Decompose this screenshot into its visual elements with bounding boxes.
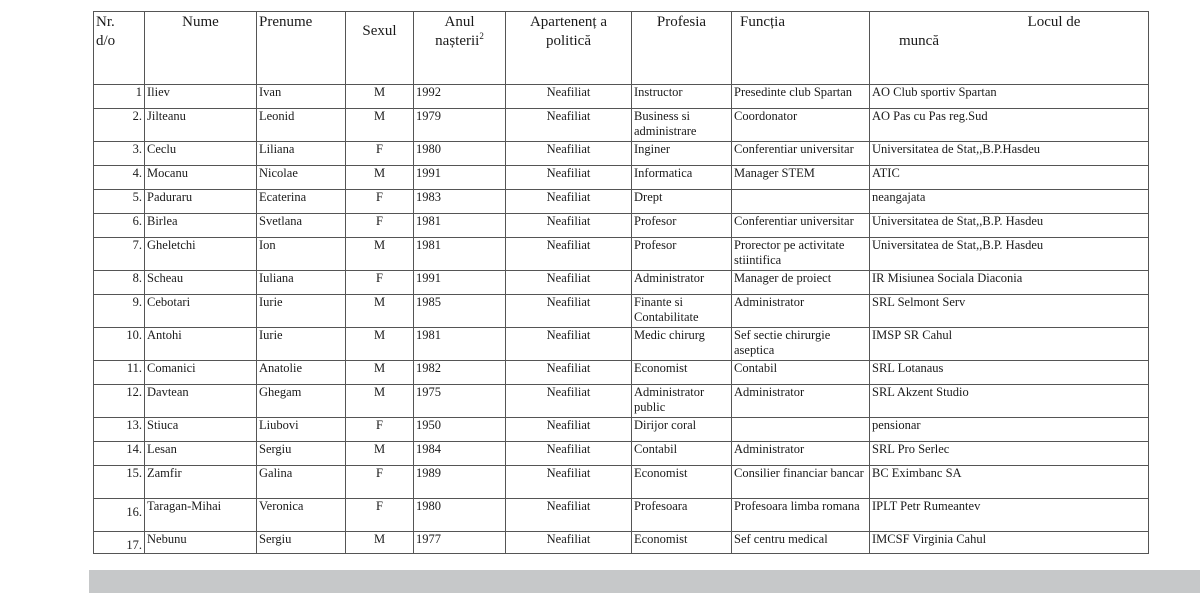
cell-prenume: Liliana bbox=[257, 142, 346, 166]
cell-prenume: Sergiu bbox=[257, 442, 346, 466]
cell-nr: 17. bbox=[94, 532, 145, 554]
cell-nr: 1 bbox=[94, 85, 145, 109]
cell-profesia: Profesor bbox=[632, 214, 732, 238]
cell-nume: Lesan bbox=[145, 442, 257, 466]
cell-profesia: Economist bbox=[632, 532, 732, 554]
cell-profesia: Administrator bbox=[632, 271, 732, 295]
cell-an: 1950 bbox=[414, 418, 506, 442]
cell-nume: Ceclu bbox=[145, 142, 257, 166]
cell-prenume: Anatolie bbox=[257, 361, 346, 385]
cell-nume: Jilteanu bbox=[145, 109, 257, 142]
col-header-apartenenta: Apartenenț a politică bbox=[506, 12, 632, 85]
cell-profesia: Dirijor coral bbox=[632, 418, 732, 442]
cell-locul: Universitatea de Stat,,B.P. Hasdeu bbox=[870, 214, 1149, 238]
table-row bbox=[94, 271, 1149, 295]
cell-nr: 14. bbox=[94, 442, 145, 466]
col-header-nume: Nume bbox=[145, 12, 257, 85]
cell-nr: 10. bbox=[94, 328, 145, 361]
cell-sex: F bbox=[346, 214, 414, 238]
cell-nume: Taragan-Mihai bbox=[145, 499, 257, 532]
cell-an: 1981 bbox=[414, 328, 506, 361]
cell-nume: Mocanu bbox=[145, 166, 257, 190]
cell-functia bbox=[732, 190, 870, 214]
cell-locul: Universitatea de Stat,,B.P. Hasdeu bbox=[870, 238, 1149, 271]
header-row bbox=[94, 12, 1149, 85]
table-row bbox=[94, 238, 1149, 271]
cell-functia: Sef centru medical bbox=[732, 532, 870, 554]
cell-sex: M bbox=[346, 109, 414, 142]
cell-functia: Manager de proiect bbox=[732, 271, 870, 295]
cell-locul: Universitatea de Stat,,B.P.Hasdeu bbox=[870, 142, 1149, 166]
cell-profesia: Finante si Contabilitate bbox=[632, 295, 732, 328]
cell-apartenenta: Neafiliat bbox=[506, 385, 632, 418]
cell-sex: M bbox=[346, 166, 414, 190]
col-header-prenume: Prenume bbox=[257, 12, 346, 85]
cell-functia: Administrator bbox=[732, 295, 870, 328]
cell-nr: 2. bbox=[94, 109, 145, 142]
cell-nume: Paduraru bbox=[145, 190, 257, 214]
cell-locul: AO Pas cu Pas reg.Sud bbox=[870, 109, 1149, 142]
cell-functia: Manager STEM bbox=[732, 166, 870, 190]
cell-locul: AO Club sportiv Spartan bbox=[870, 85, 1149, 109]
cell-nr: 3. bbox=[94, 142, 145, 166]
cell-sex: M bbox=[346, 442, 414, 466]
cell-locul: pensionar bbox=[870, 418, 1149, 442]
cell-nume: Zamfir bbox=[145, 466, 257, 499]
cell-apartenenta: Neafiliat bbox=[506, 361, 632, 385]
table-row bbox=[94, 85, 1149, 109]
cell-nume: Scheau bbox=[145, 271, 257, 295]
table-row bbox=[94, 214, 1149, 238]
table-row bbox=[94, 328, 1149, 361]
cell-an: 1980 bbox=[414, 499, 506, 532]
cell-an: 1980 bbox=[414, 142, 506, 166]
cell-an: 1979 bbox=[414, 109, 506, 142]
col-header-anul: Anul nașterii$^2$ bbox=[414, 12, 506, 85]
cell-functia: Contabil bbox=[732, 361, 870, 385]
cell-nume: Birlea bbox=[145, 214, 257, 238]
cell-sex: F bbox=[346, 190, 414, 214]
cell-an: 1982 bbox=[414, 361, 506, 385]
cell-locul: SRL Selmont Serv bbox=[870, 295, 1149, 328]
cell-nume: Iliev bbox=[145, 85, 257, 109]
cell-an: 1981 bbox=[414, 214, 506, 238]
cell-nr: 7. bbox=[94, 238, 145, 271]
cell-functia: Consilier financiar bancar bbox=[732, 466, 870, 499]
cell-nume: Davtean bbox=[145, 385, 257, 418]
cell-profesia: Inginer bbox=[632, 142, 732, 166]
cell-an: 1983 bbox=[414, 190, 506, 214]
cell-functia: Sef sectie chirurgie aseptica bbox=[732, 328, 870, 361]
cell-locul: IPLT Petr Rumeantev bbox=[870, 499, 1149, 532]
cell-sex: F bbox=[346, 499, 414, 532]
cell-sex: M bbox=[346, 385, 414, 418]
cell-prenume: Sergiu bbox=[257, 532, 346, 554]
col-header-locul: Locul de muncă bbox=[870, 12, 1149, 85]
cell-nr: 11. bbox=[94, 361, 145, 385]
cell-profesia: Instructor bbox=[632, 85, 732, 109]
cell-apartenenta: Neafiliat bbox=[506, 166, 632, 190]
table-row bbox=[94, 418, 1149, 442]
cell-functia: Administrator bbox=[732, 442, 870, 466]
cell-profesia: Profesor bbox=[632, 238, 732, 271]
table-row bbox=[94, 166, 1149, 190]
cell-functia: Conferentiar universitar bbox=[732, 142, 870, 166]
cell-apartenenta: Neafiliat bbox=[506, 109, 632, 142]
col-header-profesia: Profesia bbox=[632, 12, 732, 85]
col-header-nr: Nr. d/o bbox=[94, 12, 145, 85]
cell-an: 1984 bbox=[414, 442, 506, 466]
cell-apartenenta: Neafiliat bbox=[506, 499, 632, 532]
cell-prenume: Ecaterina bbox=[257, 190, 346, 214]
cell-locul: IMCSF Virginia Cahul bbox=[870, 532, 1149, 554]
cell-profesia: Business si administrare bbox=[632, 109, 732, 142]
cell-locul: BC Eximbanc SA bbox=[870, 466, 1149, 499]
cell-sex: F bbox=[346, 418, 414, 442]
table-row bbox=[94, 442, 1149, 466]
cell-profesia: Economist bbox=[632, 361, 732, 385]
cell-functia: Administrator bbox=[732, 385, 870, 418]
table-row bbox=[94, 532, 1149, 554]
cell-nume: Cebotari bbox=[145, 295, 257, 328]
cell-apartenenta: Neafiliat bbox=[506, 214, 632, 238]
cell-sex: M bbox=[346, 295, 414, 328]
cell-profesia: Contabil bbox=[632, 442, 732, 466]
cell-locul: SRL Akzent Studio bbox=[870, 385, 1149, 418]
cell-functia: Conferentiar universitar bbox=[732, 214, 870, 238]
cell-apartenenta: Neafiliat bbox=[506, 85, 632, 109]
cell-nr: 12. bbox=[94, 385, 145, 418]
footnote-marker: 2 bbox=[479, 31, 484, 41]
cell-prenume: Iurie bbox=[257, 328, 346, 361]
cell-nr: 6. bbox=[94, 214, 145, 238]
cell-sex: M bbox=[346, 238, 414, 271]
cell-an: 1985 bbox=[414, 295, 506, 328]
cell-sex: F bbox=[346, 466, 414, 499]
cell-locul: ATIC bbox=[870, 166, 1149, 190]
table-row bbox=[94, 385, 1149, 418]
cell-nume: Stiuca bbox=[145, 418, 257, 442]
cell-prenume: Ivan bbox=[257, 85, 346, 109]
cell-nr: 15. bbox=[94, 466, 145, 499]
cell-sex: F bbox=[346, 271, 414, 295]
cell-an: 1989 bbox=[414, 466, 506, 499]
cell-functia: Coordonator bbox=[732, 109, 870, 142]
cell-profesia: Medic chirurg bbox=[632, 328, 732, 361]
cell-an: 1992 bbox=[414, 85, 506, 109]
cell-locul: neangajata bbox=[870, 190, 1149, 214]
cell-functia bbox=[732, 418, 870, 442]
cell-profesia: Profesoara bbox=[632, 499, 732, 532]
cell-nr: 5. bbox=[94, 190, 145, 214]
cell-apartenenta: Neafiliat bbox=[506, 238, 632, 271]
cell-sex: F bbox=[346, 142, 414, 166]
table-body bbox=[94, 85, 1149, 554]
cell-locul: IR Misiunea Sociala Diaconia bbox=[870, 271, 1149, 295]
cell-nr: 4. bbox=[94, 166, 145, 190]
cell-apartenenta: Neafiliat bbox=[506, 442, 632, 466]
cell-an: 1991 bbox=[414, 166, 506, 190]
cell-nr: 16. bbox=[94, 499, 145, 532]
cell-profesia: Drept bbox=[632, 190, 732, 214]
cell-nr: 9. bbox=[94, 295, 145, 328]
cell-an: 1977 bbox=[414, 532, 506, 554]
cell-nume: Comanici bbox=[145, 361, 257, 385]
cell-locul: SRL Lotanaus bbox=[870, 361, 1149, 385]
cell-functia: Profesoara limba romana bbox=[732, 499, 870, 532]
cell-prenume: Nicolae bbox=[257, 166, 346, 190]
table-row bbox=[94, 295, 1149, 328]
cell-apartenenta: Neafiliat bbox=[506, 295, 632, 328]
cell-functia: Prorector pe activitate stiintifica bbox=[732, 238, 870, 271]
cell-nr: 13. bbox=[94, 418, 145, 442]
table-row bbox=[94, 466, 1149, 499]
table-row bbox=[94, 499, 1149, 532]
cell-apartenenta: Neafiliat bbox=[506, 328, 632, 361]
cell-profesia: Informatica bbox=[632, 166, 732, 190]
cell-profesia: Economist bbox=[632, 466, 732, 499]
candidates-table bbox=[93, 11, 1149, 554]
cell-sex: M bbox=[346, 85, 414, 109]
cell-prenume: Ion bbox=[257, 238, 346, 271]
cell-nr: 8. bbox=[94, 271, 145, 295]
col-header-functia: Funcția bbox=[732, 12, 870, 85]
cell-an: 1981 bbox=[414, 238, 506, 271]
cell-locul: SRL Pro Serlec bbox=[870, 442, 1149, 466]
bottom-gray-bar bbox=[89, 570, 1200, 593]
cell-apartenenta: Neafiliat bbox=[506, 466, 632, 499]
cell-apartenenta: Neafiliat bbox=[506, 532, 632, 554]
table-row bbox=[94, 109, 1149, 142]
cell-apartenenta: Neafiliat bbox=[506, 142, 632, 166]
cell-an: 1991 bbox=[414, 271, 506, 295]
cell-locul: IMSP SR Cahul bbox=[870, 328, 1149, 361]
cell-sex: M bbox=[346, 328, 414, 361]
cell-prenume: Galina bbox=[257, 466, 346, 499]
cell-prenume: Leonid bbox=[257, 109, 346, 142]
table-row bbox=[94, 142, 1149, 166]
cell-sex: M bbox=[346, 532, 414, 554]
cell-prenume: Iurie bbox=[257, 295, 346, 328]
cell-nume: Nebunu bbox=[145, 532, 257, 554]
cell-apartenenta: Neafiliat bbox=[506, 190, 632, 214]
cell-apartenenta: Neafiliat bbox=[506, 271, 632, 295]
cell-profesia: Administrator public bbox=[632, 385, 732, 418]
cell-apartenenta: Neafiliat bbox=[506, 418, 632, 442]
cell-functia: Presedinte club Spartan bbox=[732, 85, 870, 109]
cell-prenume: Svetlana bbox=[257, 214, 346, 238]
cell-an: 1975 bbox=[414, 385, 506, 418]
cell-sex: M bbox=[346, 361, 414, 385]
cell-prenume: Iuliana bbox=[257, 271, 346, 295]
table-row bbox=[94, 190, 1149, 214]
cell-prenume: Ghegam bbox=[257, 385, 346, 418]
cell-prenume: Veronica bbox=[257, 499, 346, 532]
col-header-sexul: Sexul bbox=[346, 12, 414, 85]
cell-nume: Antohi bbox=[145, 328, 257, 361]
table-row bbox=[94, 361, 1149, 385]
cell-nume: Gheletchi bbox=[145, 238, 257, 271]
cell-prenume: Liubovi bbox=[257, 418, 346, 442]
